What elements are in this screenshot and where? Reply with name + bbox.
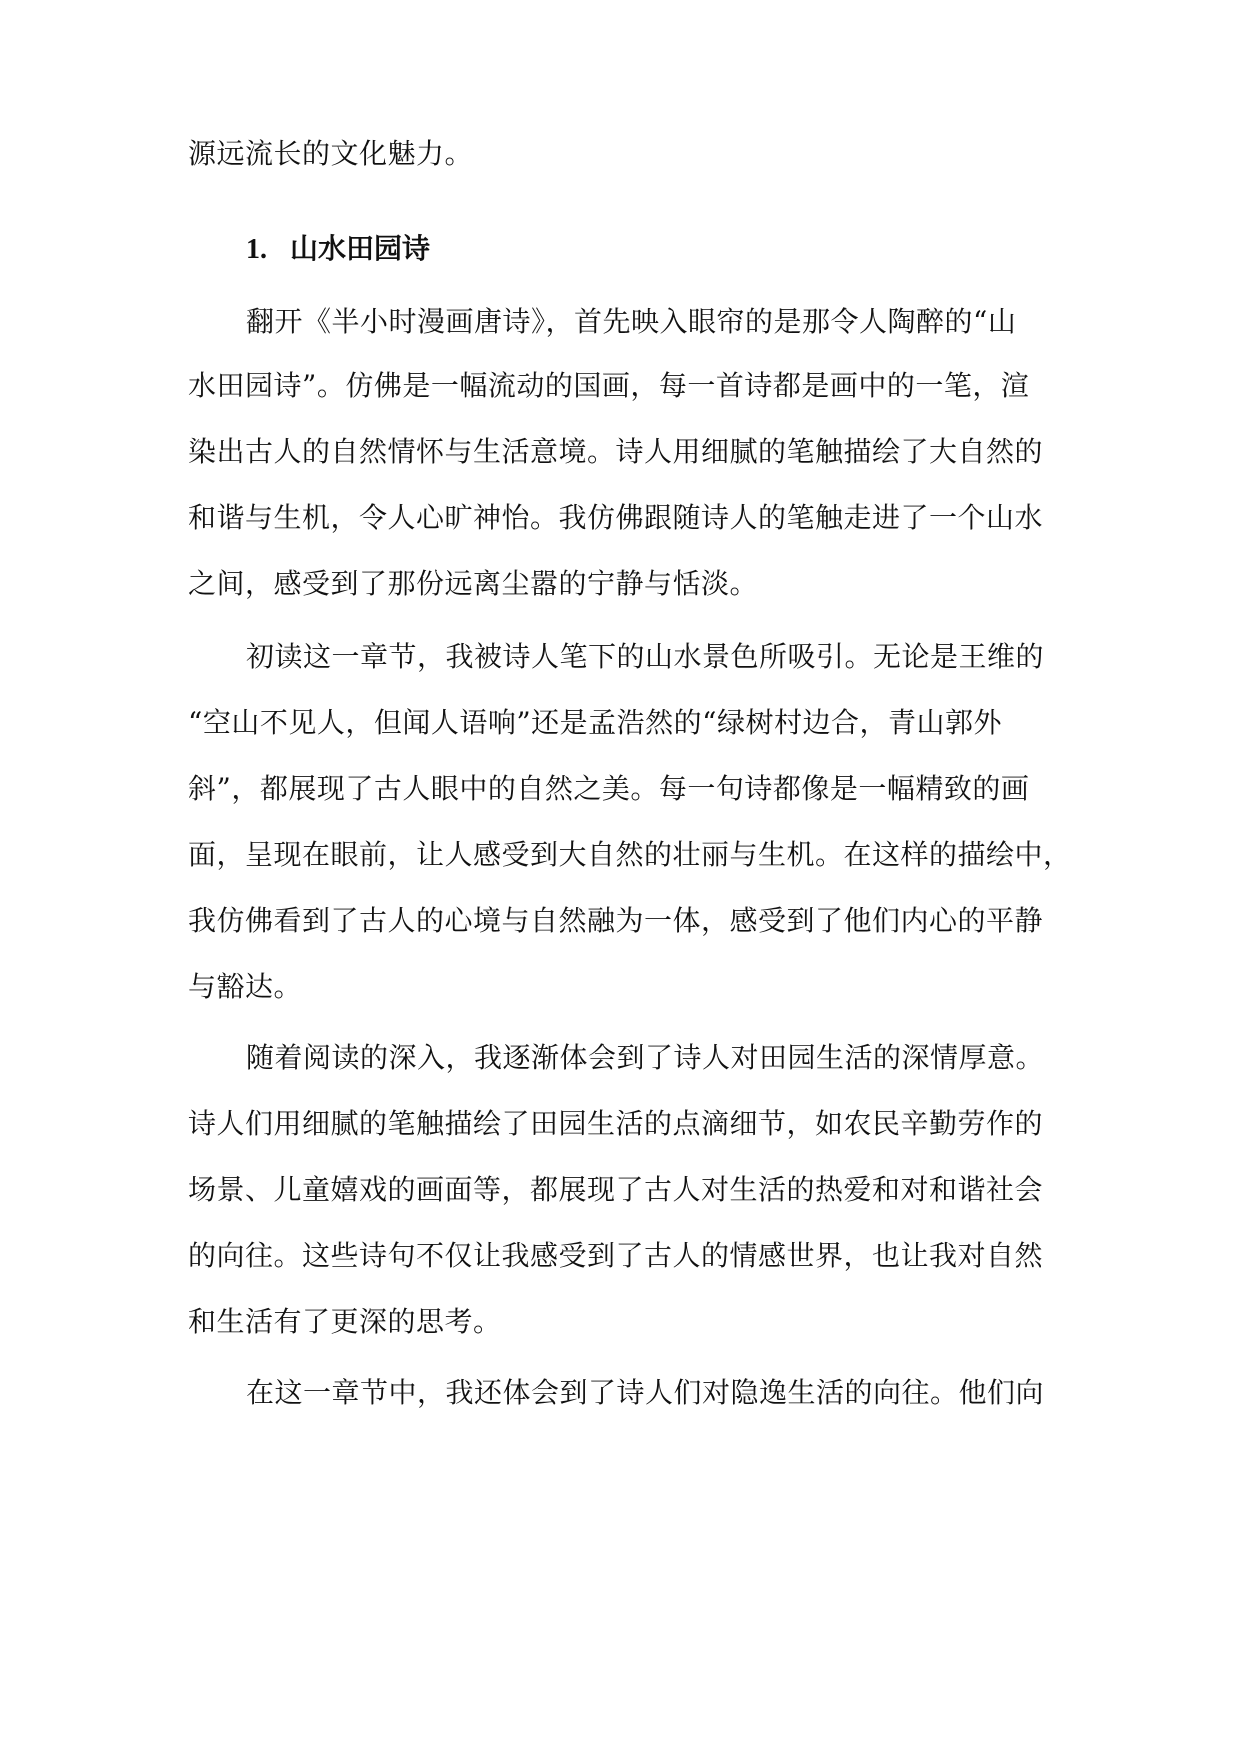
text-line: 和生活有了更深的思考。 (188, 1305, 502, 1338)
text-line: 之间，感受到了那份远离尘嚣的宁静与恬淡。 (188, 567, 759, 600)
section-number: 1. (246, 234, 267, 265)
text-line: 面，呈现在眼前，让人感受到大自然的壮丽与生机。在这样的描绘中， (188, 838, 1072, 871)
text-line: 与豁达。 (188, 970, 303, 1003)
text-line: 随着阅读的深入，我逐渐体会到了诗人对田园生活的深情厚意。 (246, 1041, 1045, 1074)
text-line: 在这一章节中，我还体会到了诗人们对隐逸生活的向往。他们向 (246, 1376, 1045, 1409)
section-heading (246, 229, 430, 269)
text-line: 翻开《半小时漫画唐诗》，首先映入眼帘的是那令人陶醉的“山 (246, 305, 1017, 338)
text-line: 我仿佛看到了古人的心境与自然融为一体，感受到了他们内心的平静 (188, 904, 1044, 937)
text-line: 斜”，都展现了古人眼中的自然之美。每一句诗都像是一幅精致的画 (188, 772, 1030, 805)
text-line: 诗人们用细腻的笔触描绘了田园生活的点滴细节，如农民辛勤劳作的 (188, 1107, 1044, 1140)
text-line: 和谐与生机，令人心旷神怡。我仿佛跟随诗人的笔触走进了一个山水 (188, 501, 1044, 534)
text-line: 水田园诗”。仿佛是一幅流动的国画，每一首诗都是画中的一笔，渲 (188, 369, 1030, 402)
section-title: 山水田园诗 (290, 232, 431, 265)
text-line: 源远流长的文化魅力。 (188, 137, 474, 170)
text-line: 初读这一章节，我被诗人笔下的山水景色所吸引。无论是王维的 (246, 640, 1045, 673)
text-line: 的向往。这些诗句不仅让我感受到了古人的情感世界，也让我对自然 (188, 1239, 1044, 1272)
text-line: 染出古人的自然情怀与生活意境。诗人用细腻的笔触描绘了大自然的 (188, 435, 1044, 468)
text-line: 场景、儿童嬉戏的画面等，都展现了古人对生活的热爱和对和谐社会 (188, 1173, 1044, 1206)
text-line: “空山不见人，但闻人语响”还是孟浩然的“绿树村边合，青山郭外 (188, 706, 1002, 739)
